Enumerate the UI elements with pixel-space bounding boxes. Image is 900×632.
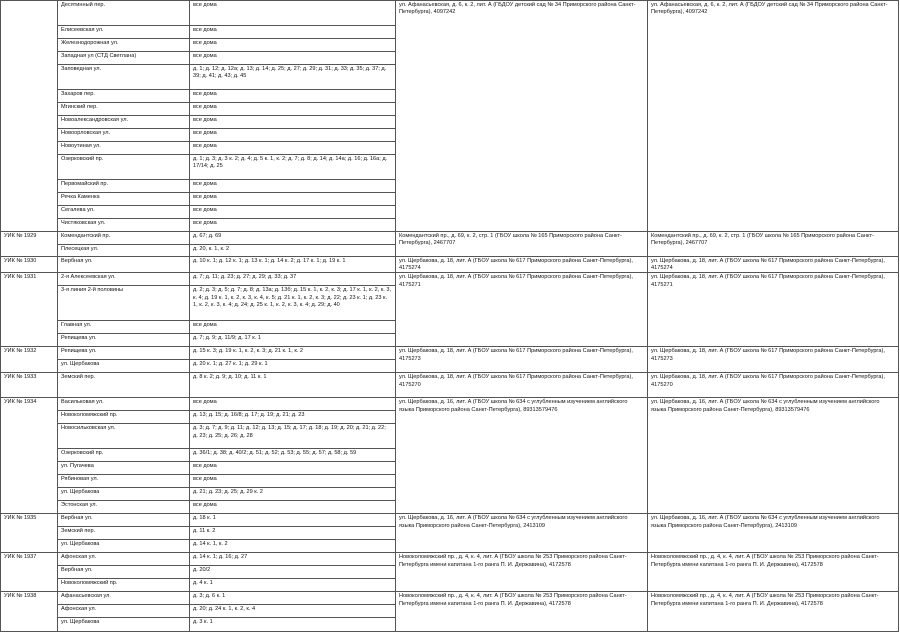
street-name: Земский пер. bbox=[58, 373, 190, 398]
voting-room-address: ул. Щербакова, д. 18, лит. А (ГБОУ школа № 617 Приморского района Санкт-Петербурга), 4175273 bbox=[648, 347, 899, 373]
uik-number: УИК № 1930 bbox=[1, 257, 58, 273]
house-numbers: д. 7; д. 11; д. 23; д. 27; д. 29; д. 33; д. 37 bbox=[190, 273, 396, 286]
voting-room-address: ул. Щербакова, д. 16, лит. А (ГБОУ школа № 634 с углубленным изучением английского языка Приморского района Санкт-Петербурга), 2413109 bbox=[648, 514, 899, 553]
street-name: Новосильковская ул. bbox=[58, 424, 190, 449]
street-name: Репищева ул. bbox=[58, 334, 190, 347]
uik-number: УИК № 1933 bbox=[1, 373, 58, 398]
street-name: Елисеевская ул. bbox=[58, 26, 190, 39]
polling-station-address: ул. Щербакова, д. 18, лит. А (ГБОУ школа № 617 Приморского района Санкт-Петербурга), 4175273 bbox=[396, 347, 648, 373]
table-row bbox=[1, 398, 899, 411]
house-numbers: д. 2; д. 3; д. 5; д. 7; д. 8; д. 13а; д. 13б; д. 15 к. 1, к. 2, к. 3; д. 17 к. 1, к. 2, к. 3, к. 4; д. 19 к. 1, к. 2, к. 3, к. 4, к. 5; д. 21 к. 1, к. 2, к. 3; д. 22; д. 23 к. 1; д. 23 к. 1, к. 2, к. 3, к. 4; д. 24; д. 25 к. 1, к. 2, к. 3, к. 4; д. 29; д. 40 bbox=[190, 286, 396, 321]
house-numbers: д. 3; д. 7; д. 9; д. 11; д. 12; д. 13; д. 15; д. 17; д. 18; д. 19; д. 20; д. 21; д. 22; д. 23; д. 25; д. 26; д. 28 bbox=[190, 424, 396, 449]
house-numbers: все дома bbox=[190, 321, 396, 334]
street-name: Сегалева ул. bbox=[58, 206, 190, 219]
polling-station-address: Новоколомяжский пр., д. 4, к. 4, лит. А (ГБОУ школа № 253 Приморского района Санкт-Петербурга имени капитана 1-го ранга П. И. Державина), 4172578 bbox=[396, 553, 648, 592]
street-name: Новоутиная ул. bbox=[58, 142, 190, 155]
voting-room-address: ул. Щербакова, д. 18, лит. А (ГБОУ школа № 617 Приморского района Санкт-Петербурга), 4175270 bbox=[648, 373, 899, 398]
uik-number: УИК № 1932 bbox=[1, 347, 58, 373]
house-numbers: все дома bbox=[190, 52, 396, 65]
house-numbers: д. 3; д. 6 к. 1 bbox=[190, 592, 396, 605]
street-name: ул. Пугачева bbox=[58, 462, 190, 475]
street-name: 3-я линия 2-й половины bbox=[58, 286, 190, 321]
table-row bbox=[1, 257, 899, 273]
street-name: ул. Щербакова bbox=[58, 488, 190, 501]
house-numbers: д. 20/2 bbox=[190, 566, 396, 579]
house-numbers: д. 10 к. 1; д. 12 к. 1; д. 13 к. 1; д. 14 к. 2; д. 17 к. 1; д. 19 к. 1 bbox=[190, 257, 396, 273]
house-numbers: все дома bbox=[190, 180, 396, 193]
street-name: Первомайский пр. bbox=[58, 180, 190, 193]
street-name: ул. Щербакова bbox=[58, 540, 190, 553]
street-name: 2-я Алексеевская ул. bbox=[58, 273, 190, 286]
street-name: Десятинный пер. bbox=[58, 1, 190, 26]
house-numbers: все дома bbox=[190, 116, 396, 129]
street-name: Васильковая ул. bbox=[58, 398, 190, 411]
house-numbers: д. 36/1; д. 38; д. 40/2; д. 51; д. 52; д. 53; д. 55; д. 57; д. 58; д. 59 bbox=[190, 449, 396, 462]
house-numbers: д. 3 к. 1 bbox=[190, 618, 396, 632]
polling-station-address: ул. Щербакова, д. 18, лит. А (ГБОУ школа № 617 Приморского района Санкт-Петербурга), 4175271 bbox=[396, 273, 648, 347]
table-row bbox=[1, 553, 899, 566]
table-row bbox=[1, 232, 899, 245]
voting-room-address: ул. Щербакова, д. 16, лит. А (ГБОУ школа № 634 с углубленным изучением английского языка Приморского района Санкт-Петербурга), 89313579476 bbox=[648, 398, 899, 514]
polling-station-address: ул. Щербакова, д. 16, лит. А (ГБОУ школа № 634 с углубленным изучением английского языка Приморского района Санкт-Петербурга), 2413109 bbox=[396, 514, 648, 553]
house-numbers: все дома bbox=[190, 103, 396, 116]
house-numbers: д. 4 к. 1 bbox=[190, 579, 396, 592]
table-row bbox=[1, 514, 899, 527]
house-numbers: все дома bbox=[190, 219, 396, 232]
polling-station-address: ул. Щербакова, д. 18, лит. А (ГБОУ школа № 617 Приморского района Санкт-Петербурга), 4175274 bbox=[396, 257, 648, 273]
street-name: ул. Щербакова bbox=[58, 618, 190, 632]
house-numbers: д. 20; д. 24 к. 1, к. 2, к. 4 bbox=[190, 605, 396, 618]
polling-station-address: ул. Щербакова, д. 18, лит. А (ГБОУ школа № 617 Приморского района Санкт-Петербурга), 4175270 bbox=[396, 373, 648, 398]
street-name: Новоорловская ул. bbox=[58, 129, 190, 142]
street-name: Афонская ул. bbox=[58, 553, 190, 566]
uik-number: УИК № 1929 bbox=[1, 232, 58, 257]
street-name: Речка Каменка bbox=[58, 193, 190, 206]
voting-room-address: Новоколомяжский пр., д. 4, к. 4, лит. А (ГБОУ школа № 253 Приморского района Санкт-Петербурга имени капитана 1-го ранга П. И. Державина), 4172578 bbox=[648, 592, 899, 632]
house-numbers: д. 14 к. 1; д. 16; д. 27 bbox=[190, 553, 396, 566]
house-numbers: д. 1; д. 12; д. 12а; д. 13; д. 14; д. 25; д. 27; д. 29; д. 31; д. 33; д. 35; д. 37; д. 39; д. 41; д. 43; д. 45 bbox=[190, 65, 396, 90]
house-numbers: д. 15 к. 3; д. 19 к. 1, к. 2, к. 3; д. 21 к. 1, к. 2 bbox=[190, 347, 396, 360]
uik-number: УИК № 1935 bbox=[1, 514, 58, 553]
uik-number bbox=[1, 1, 58, 232]
uik-number: УИК № 1938 bbox=[1, 592, 58, 632]
voting-room-address: Новоколомяжский пр., д. 4, к. 4, лит. А (ГБОУ школа № 253 Приморского района Санкт-Петербурга имени капитана 1-го ранга П. И. Державина), 4172578 bbox=[648, 553, 899, 592]
house-numbers: все дома bbox=[190, 1, 396, 26]
house-numbers: все дома bbox=[190, 398, 396, 411]
house-numbers: все дома bbox=[190, 26, 396, 39]
uik-number: УИК № 1937 bbox=[1, 553, 58, 592]
street-name: Новоколомяжский пр. bbox=[58, 411, 190, 424]
table-row bbox=[1, 1, 899, 26]
street-name: Афанасьевская ул. bbox=[58, 592, 190, 605]
street-name: Главная ул. bbox=[58, 321, 190, 334]
polling-station-address: ул. Щербакова, д. 16, лит. А (ГБОУ школа № 634 с углубленным изучением английского языка Приморского района Санкт-Петербурга), 89313579476 bbox=[396, 398, 648, 514]
street-name: Афонская ул. bbox=[58, 605, 190, 618]
voting-room-address: ул. Афанасьевская, д. 6, к. 2, лит. А (ГБДОУ детский сад № 34 Приморского района Санкт-Петербурга), 4097242 bbox=[648, 1, 899, 232]
house-numbers: все дома bbox=[190, 501, 396, 514]
uik-number: УИК № 1934 bbox=[1, 398, 58, 514]
house-numbers: все дома bbox=[190, 193, 396, 206]
street-name: Плесецкая ул. bbox=[58, 245, 190, 257]
house-numbers: д. 11 к. 2 bbox=[190, 527, 396, 540]
house-numbers: д. 1; д. 3; д. 3 к. 2; д. 4; д. 5 к. 1, к. 2; д. 7; д. 8; д. 14; д. 14а; д. 16; д. 16а; д. 17/14; д. 25 bbox=[190, 155, 396, 180]
house-numbers: д. 20 к. 1; д. 27 к. 1; д. 29 к. 1 bbox=[190, 360, 396, 373]
house-numbers: д. 18 к. 1 bbox=[190, 514, 396, 527]
house-numbers: д. 67; д. 69 bbox=[190, 232, 396, 245]
polling-station-address: Новоколомяжский пр., д. 4, к. 4, лит. А (ГБОУ школа № 253 Приморского района Санкт-Петербурга имени капитана 1-го ранга П. И. Державина), 4172578 bbox=[396, 592, 648, 632]
street-name: Западная ул (СТД Светлана) bbox=[58, 52, 190, 65]
house-numbers: д. 20, к. 1, к. 2 bbox=[190, 245, 396, 257]
voting-room-address: Комендантский пр., д. 69, к. 2, стр. 1 (ГБОУ школа № 165 Приморского района Санкт-Петербурга), 2467707 bbox=[648, 232, 899, 257]
street-name: Новоколомяжский пр. bbox=[58, 579, 190, 592]
street-name: Вербная ул. bbox=[58, 514, 190, 527]
street-name: Озерковский пр. bbox=[58, 155, 190, 180]
house-numbers: д. 13; д. 15; д. 16/8; д. 17; д. 19; д. 21; д. 23 bbox=[190, 411, 396, 424]
table-row bbox=[1, 592, 899, 605]
table-row bbox=[1, 347, 899, 360]
house-numbers: все дома bbox=[190, 129, 396, 142]
house-numbers: все дома bbox=[190, 206, 396, 219]
street-name: Заповедная ул. bbox=[58, 65, 190, 90]
uik-number: УИК № 1931 bbox=[1, 273, 58, 347]
voting-room-address: ул. Щербакова, д. 18, лит. А (ГБОУ школа № 617 Приморского района Санкт-Петербурга), 4175274 bbox=[648, 257, 899, 273]
house-numbers: все дома bbox=[190, 475, 396, 488]
polling-station-address: Комендантский пр., д. 69, к. 2, стр. 1 (ГБОУ школа № 165 Приморского района Санкт-Петербурга), 2467707 bbox=[396, 232, 648, 257]
street-name: Захаров пер. bbox=[58, 90, 190, 103]
street-name: Вербная ул. bbox=[58, 257, 190, 273]
voting-room-address: ул. Щербакова, д. 18, лит. А (ГБОУ школа № 617 Приморского района Санкт-Петербурга), 4175271 bbox=[648, 273, 899, 347]
house-numbers: д. 7; д. 9; д. 11/9; д. 17 к. 1 bbox=[190, 334, 396, 347]
street-name: Озерковский пр. bbox=[58, 449, 190, 462]
house-numbers: все дома bbox=[190, 462, 396, 475]
street-name: Мгинский пер. bbox=[58, 103, 190, 116]
street-name: Комендантский пр. bbox=[58, 232, 190, 245]
house-numbers: д. 14 к. 1, к. 2 bbox=[190, 540, 396, 553]
house-numbers: все дома bbox=[190, 39, 396, 52]
house-numbers: все дома bbox=[190, 90, 396, 103]
house-numbers: д. 21; д. 23; д. 25; д. 29 к. 2 bbox=[190, 488, 396, 501]
street-name: Репищева ул. bbox=[58, 347, 190, 360]
street-name: Чистяковская ул. bbox=[58, 219, 190, 232]
street-name: ул. Щербакова bbox=[58, 360, 190, 373]
street-name: Земский пер. bbox=[58, 527, 190, 540]
house-numbers: д. 8 к. 2; д. 9; д. 10; д. 11 к. 1 bbox=[190, 373, 396, 398]
street-name: Новоалександровская ул. bbox=[58, 116, 190, 129]
house-numbers: все дома bbox=[190, 142, 396, 155]
street-name: Рябиновая ул. bbox=[58, 475, 190, 488]
street-name: Эстонская ул. bbox=[58, 501, 190, 514]
street-name: Вербная ул. bbox=[58, 566, 190, 579]
polling-station-address: ул. Афанасьевская, д. 6, к. 2, лит. А (ГБДОУ детский сад № 34 Приморского района Санкт-Петербурга), 4097242 bbox=[396, 1, 648, 232]
street-name: Железнодорожная ул. bbox=[58, 39, 190, 52]
table-row bbox=[1, 373, 899, 398]
table-row bbox=[1, 273, 899, 286]
